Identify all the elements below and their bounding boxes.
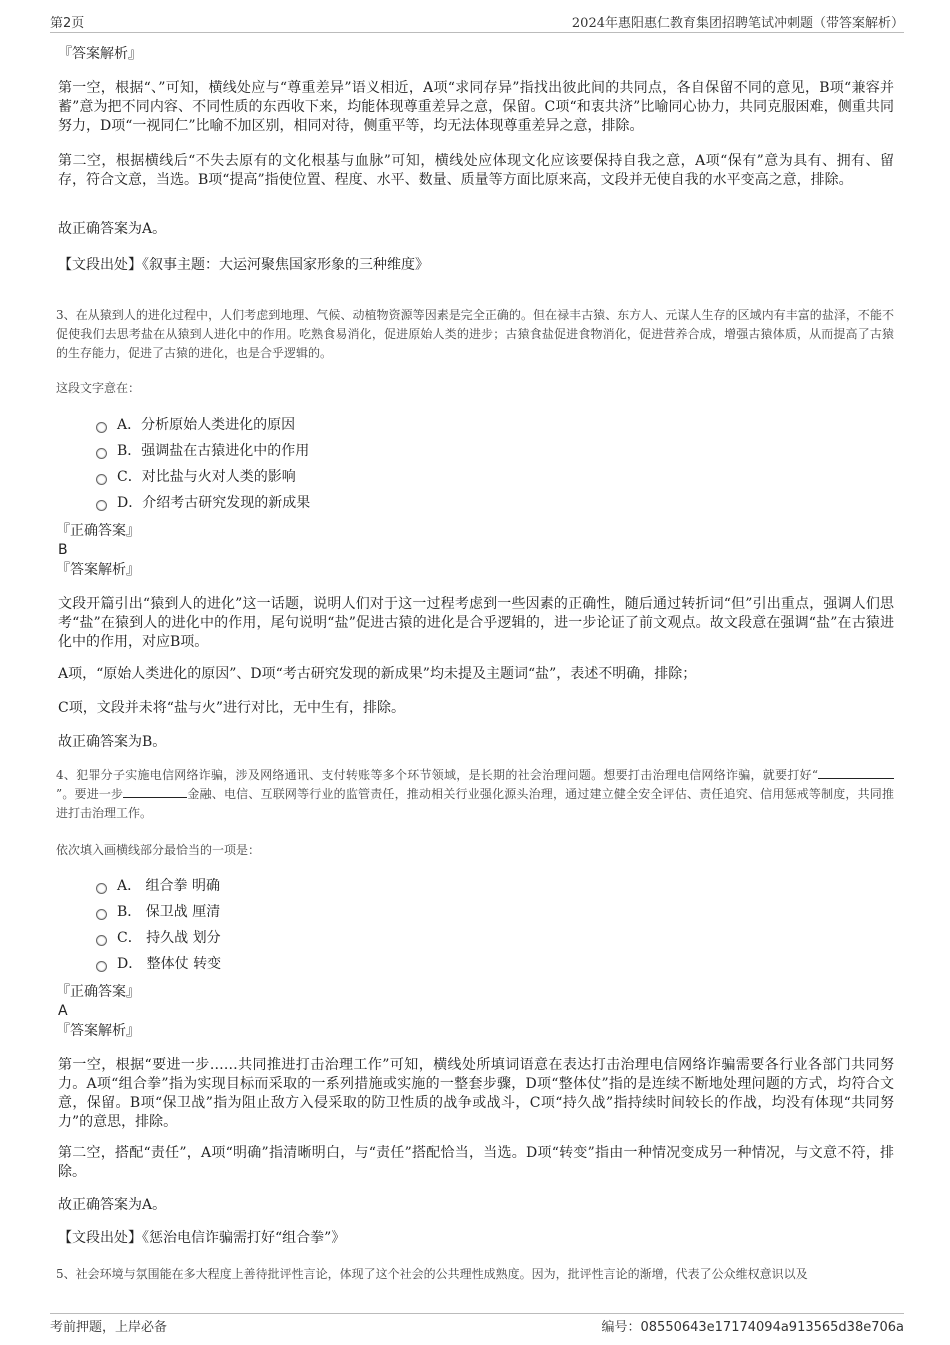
radio-icon[interactable] <box>96 474 107 485</box>
q4-prompt: 依次填入画横线部分最恰当的一项是： <box>56 843 261 857</box>
document-code: 编号：08550643e17174094a913565d38e706a <box>601 1320 904 1335</box>
document-title: 2024年惠阳惠仁教育集团招聘笔试冲刺题（带答案解析） <box>571 16 904 31</box>
option-label: D． 整体仗 转变 <box>117 956 222 972</box>
option-label: C．对比盐与火对人类的影响 <box>117 469 296 485</box>
q5-question-text: 5、社会环境与氛围能在多大程度上善待批评性言论，体现了这个社会的公共理性成熟度。因为，批评性言论的渐增，代表了公众维权意识以及 <box>56 1267 808 1281</box>
q3-option-c[interactable] <box>96 464 310 490</box>
q3-option-b[interactable] <box>96 438 310 464</box>
q4-option-d[interactable] <box>96 951 221 977</box>
q3-option-a[interactable] <box>96 412 310 438</box>
radio-icon[interactable] <box>96 500 107 511</box>
q2-analysis-label: 『答案解析』 <box>58 46 142 62</box>
radio-icon[interactable] <box>96 422 107 433</box>
q2-analysis-para-2: 第二空，根据横线后“不失去原有的文化根基与血脉”可知，横线处应体现文化应该要保持自我之意，A项“保有”意为具有、拥有、留存，符合文意，当选。B项“提高”指使位置、程度、水平、数量、质量等方面比原来高，文段并无使自我的水平变高之意，排除。 <box>58 153 894 188</box>
q3-answer-label: 『正确答案』 <box>56 523 140 539</box>
radio-icon[interactable] <box>96 961 107 972</box>
q3-analysis-para-2: A项，“原始人类进化的原因”、D项“考古研究发现的新成果”均未提及主题词“盐”，表述不明确，排除； <box>58 666 697 682</box>
q3-option-d[interactable] <box>96 490 310 516</box>
q4-question-text: 4、犯罪分子实施电信网络诈骗，涉及网络通讯、支付转账等多个环节领域，是长期的社会治理问题。想要打击治理电信网络诈骗，就要打好“”。要进一步 金融、电信、互联网等行业的监管责任，推动相关行业强化源头治理，通过建立健全安全评估、责任追究、信用惩戒等制度，共同推进打击治理工作。 <box>56 768 894 820</box>
q2-analysis-para-1: 第一空，根据“、”可知，横线处应与“尊重差异”语义相近，A项“求同存异”指找出彼此间的共同点，各自保留不同的意见，B项“兼容并蓄”意为把不同内容、不同性质的东西收下来，均能体现尊重差异之意，保留。C项“和衷共济”比喻同心协力，共同克服困难，侧重共同努力，D项“一视同仁”比喻不加区别，相同对待，侧重平等，均无法体现尊重差异之意，排除。 <box>58 80 894 134</box>
footer-slogan: 考前押题，上岸必备 <box>50 1320 168 1335</box>
q3-prompt: 这段文字意在： <box>56 381 141 395</box>
page-header <box>50 10 904 33</box>
q4-options <box>96 873 221 977</box>
q4-analysis-label: 『答案解析』 <box>56 1023 140 1039</box>
radio-icon[interactable] <box>96 883 107 894</box>
page-number: 第2页 <box>50 16 85 31</box>
fill-blank-1[interactable] <box>818 766 894 779</box>
radio-icon[interactable] <box>96 448 107 459</box>
option-label: A． 组合拳 明确 <box>117 878 221 894</box>
radio-icon[interactable] <box>96 909 107 920</box>
option-label: A．分析原始人类进化的原因 <box>117 417 296 433</box>
q3-analysis-para-3: C项，文段并未将“盐与火”进行对比，无中生有，排除。 <box>58 700 406 716</box>
option-label: D．介绍考古研究发现的新成果 <box>117 495 311 511</box>
q4-option-b[interactable] <box>96 899 221 925</box>
q3-analysis-label: 『答案解析』 <box>56 562 140 578</box>
q3-conclusion: 故正确答案为B。 <box>58 734 167 750</box>
option-label: B．强调盐在古猿进化中的作用 <box>117 443 310 459</box>
q3-answer-value: B <box>58 542 68 558</box>
q4-conclusion: 故正确答案为A。 <box>58 1197 167 1213</box>
q4-analysis-para-2: 第二空，搭配“责任”，A项“明确”指清晰明白，与“责任”搭配恰当，当选。D项“转变”指由一种情况变成另一种情况，与文意不符，排除。 <box>58 1145 894 1180</box>
radio-icon[interactable] <box>96 935 107 946</box>
page-footer <box>50 1313 904 1338</box>
fill-blank-2[interactable] <box>123 785 187 798</box>
q4-option-c[interactable] <box>96 925 221 951</box>
q3-question-text: 3、在从猿到人的进化过程中，人们考虑到地理、气候、动植物资源等因素是完全正确的。但在禄丰古猿、东方人、元谋人生存的区域内有丰富的盐泽，不能不促使我们去思考盐在从猿到人进化中的作用。吃熟食易消化，促进原始人类的进步；古猿食盐促进食物消化，促进营养合成，增强古猿体质，从而提高了古猿的生存能力，促进了古猿的进化，也是合乎逻辑的。 <box>56 308 894 360</box>
q4-option-a[interactable] <box>96 873 221 899</box>
q4-answer-label: 『正确答案』 <box>56 984 140 1000</box>
option-label: B． 保卫战 厘清 <box>117 904 221 920</box>
option-label: C． 持久战 划分 <box>117 930 221 946</box>
q4-analysis-para-1: 第一空，根据“要进一步……共同推进打击治理工作”可知，横线处所填词语意在表达打击治理电信网络诈骗需要各行业各部门共同努力。A项“组合拳”指为实现目标而采取的一系列措施或实施的一整套步骤，D项“整体仗”指的是连续不断地处理问题的方式，均符合文意，保留。B项“保卫战”指为阻止敌方入侵采取的防卫性质的战争或战斗，C项“持久战”指持续时间较长的作战，均没有体现“共同努力”的意思，排除。 <box>58 1057 894 1130</box>
q3-options <box>96 412 310 516</box>
q4-answer-value: A <box>58 1003 68 1019</box>
q4-source: 【文段出处】《惩治电信诈骗需打好“组合拳”》 <box>58 1230 346 1246</box>
q2-source: 【文段出处】《叙事主题：大运河聚焦国家形象的三种维度》 <box>58 257 429 273</box>
q2-conclusion: 故正确答案为A。 <box>58 221 167 237</box>
q3-analysis-para-1: 文段开篇引出“猿到人的进化”这一话题，说明人们对于这一过程考虑到一些因素的正确性，随后通过转折词“但”引出重点，强调人们思考“盐”在猿到人的进化中的作用，尾句说明“盐”促进古猿的进化是合乎逻辑的，进一步论证了前文观点。故文段意在强调“盐”在古猿进化中的作用，对应B项。 <box>58 596 894 650</box>
